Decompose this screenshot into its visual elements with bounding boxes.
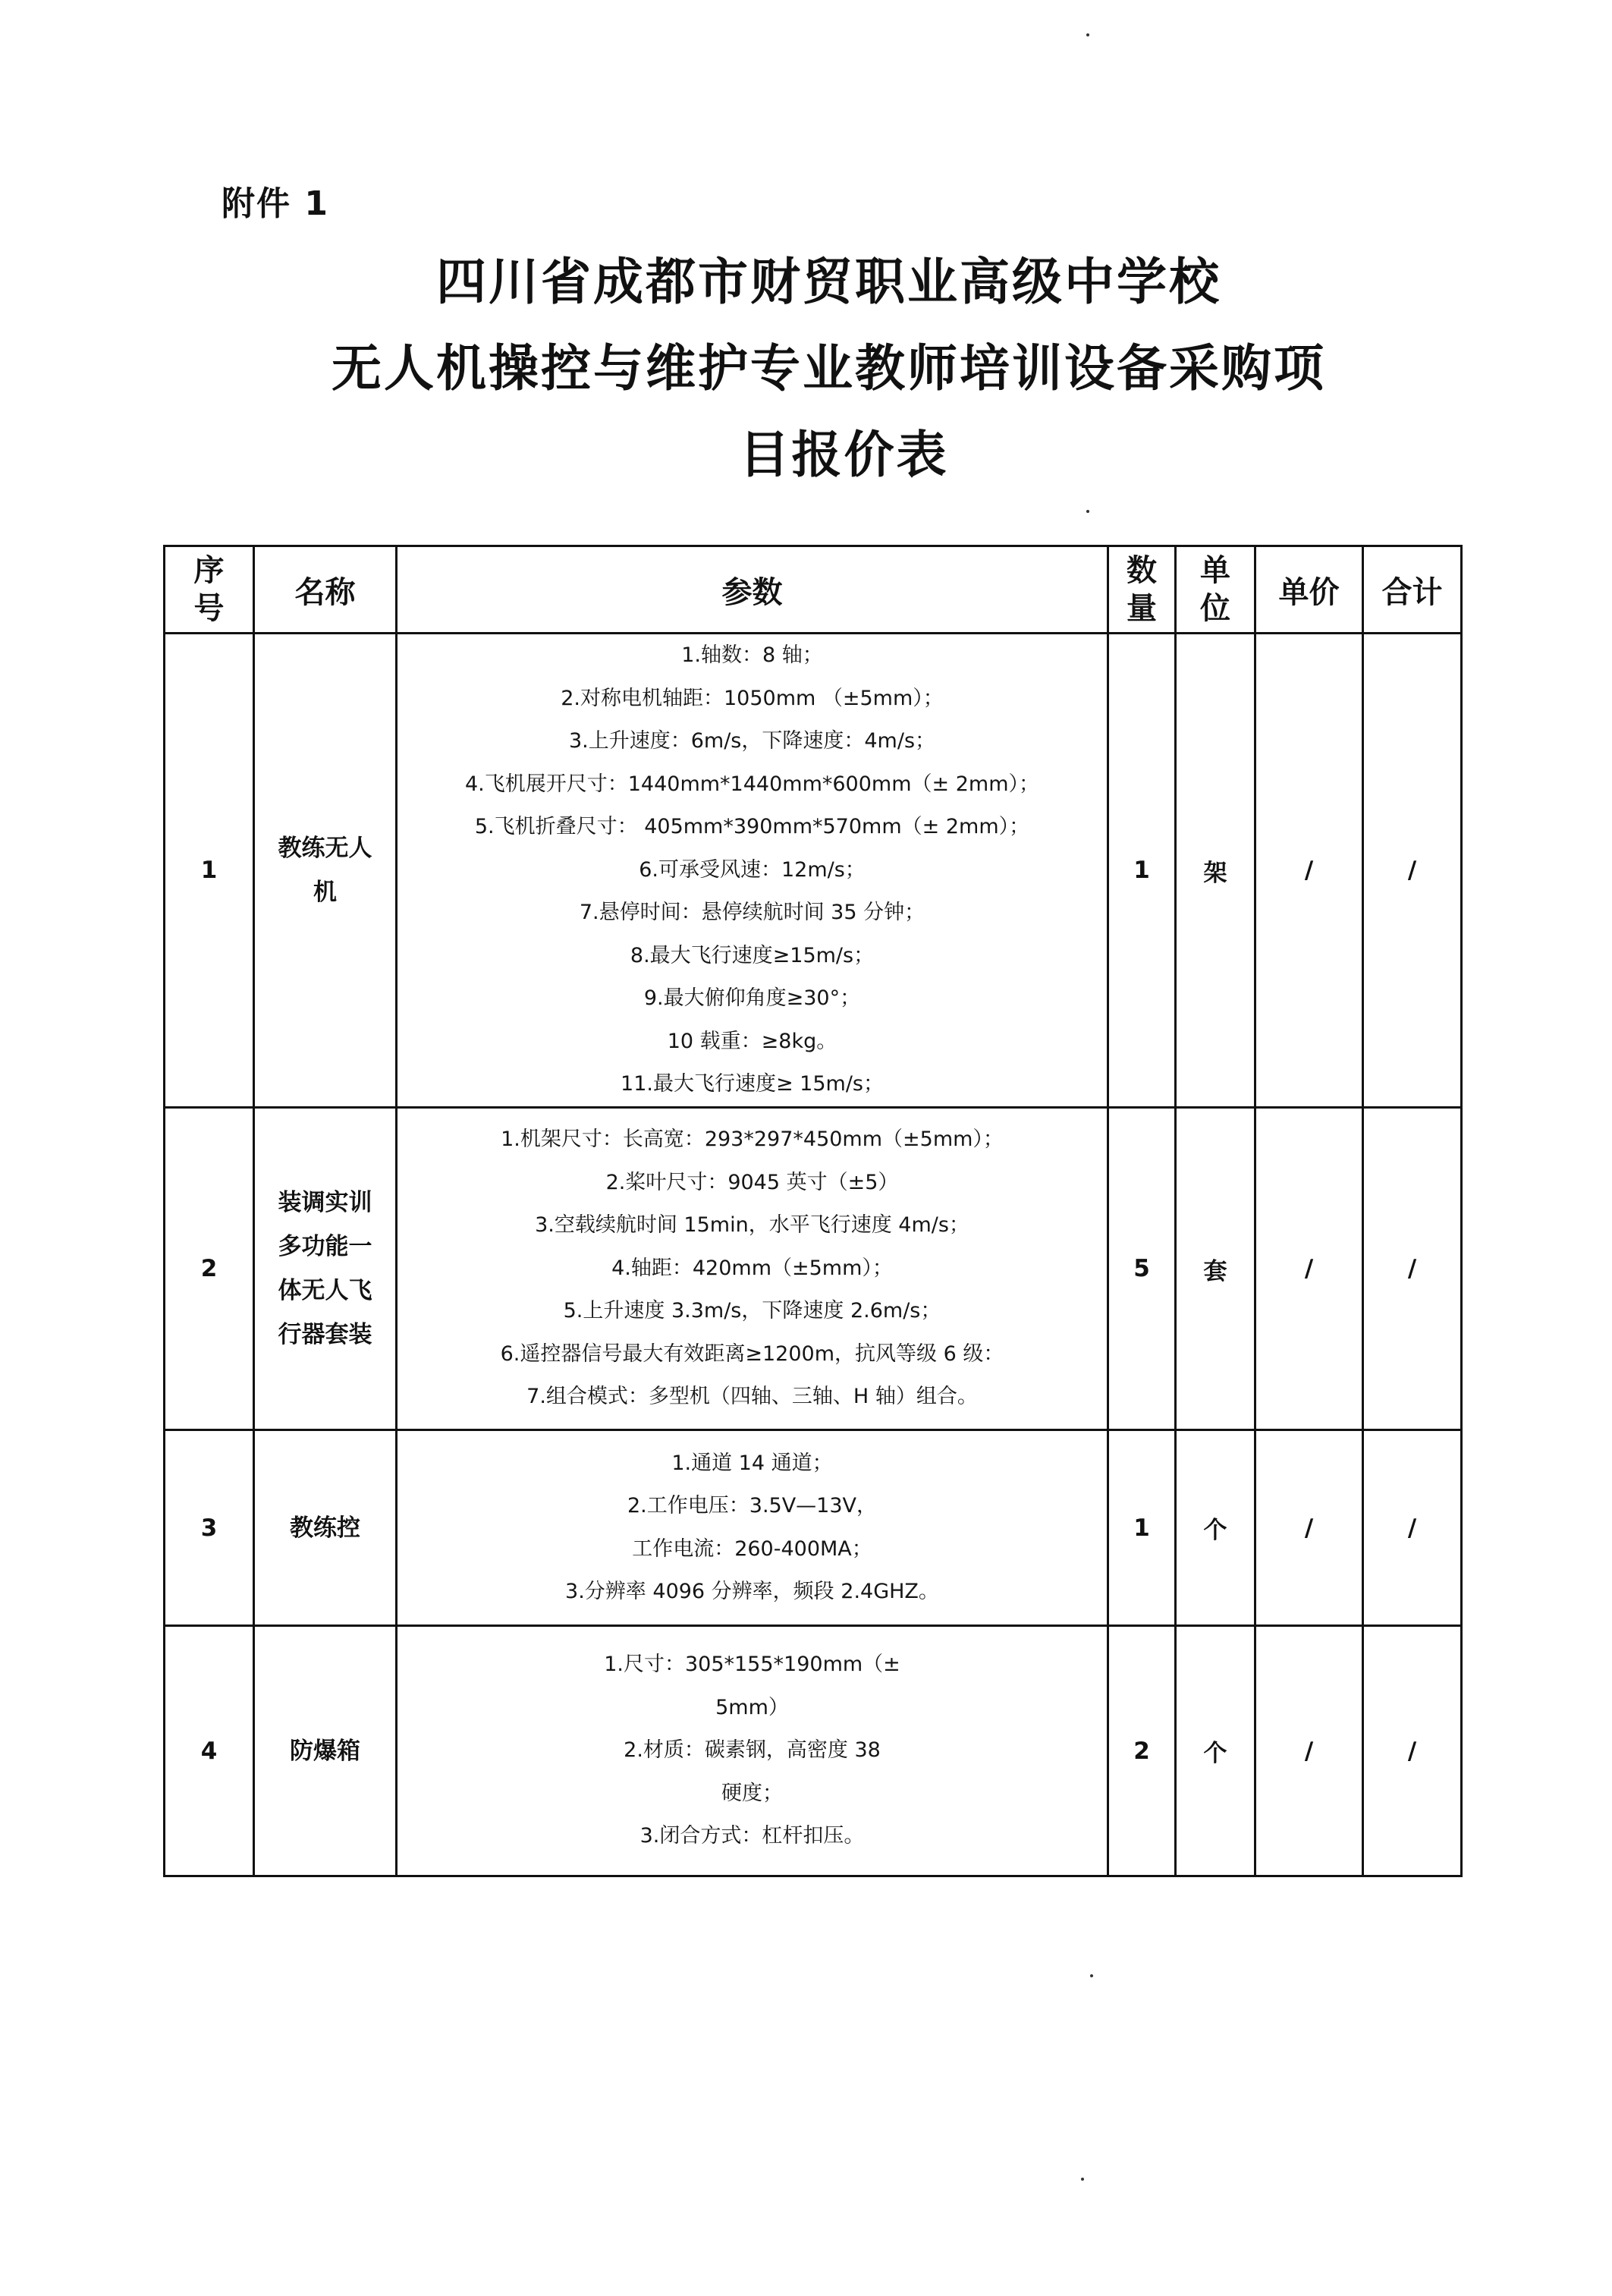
scan-dot (1086, 33, 1089, 36)
row-quantity: 1 (1108, 634, 1176, 1108)
row-params (397, 1626, 1108, 1876)
row-name-text: 装调实训多功能一体无人飞行器套装 (278, 1189, 372, 1348)
row-unit: 个 (1176, 1430, 1255, 1626)
row-quantity: 2 (1108, 1626, 1176, 1876)
row-index: 2 (165, 1108, 254, 1430)
param-line: 3.上升速度：6m/s，下降速度：4m/s； (568, 729, 936, 753)
row-unit: 套 (1176, 1108, 1255, 1430)
param-line: 1.通道 14 通道； (671, 1451, 833, 1475)
param-line: 9.最大俯仰角度≥30°； (643, 986, 861, 1011)
param-line: 硬度； (721, 1781, 783, 1805)
row-name-text: 教练控 (290, 1514, 360, 1542)
param-line: 1.机架尺寸：长高宽：293*297*450mm（±5mm）； (501, 1128, 1004, 1152)
table-row (165, 1108, 1462, 1430)
param-line: 4.轴距：420mm（±5mm）； (611, 1256, 893, 1280)
row-unit-price: / (1255, 634, 1363, 1108)
table-body (165, 634, 1462, 1876)
param-line: 6.可承受风速：12m/s； (639, 857, 866, 882)
attachment-label: 附件 1 (222, 184, 329, 223)
header-unit: 单 位 (1176, 546, 1255, 634)
row-params (397, 1430, 1108, 1626)
header-name: 名称 (254, 546, 397, 634)
header-params: 参数 (397, 546, 1108, 634)
row-index: 3 (165, 1430, 254, 1626)
row-quantity: 1 (1108, 1430, 1176, 1626)
param-line: 5.上升速度 3.3m/s，下降速度 2.6m/s； (563, 1299, 941, 1323)
param-line: 3.闭合方式：杠杆扣压。 (639, 1824, 865, 1848)
param-line: 6.遥控器信号最大有效距离≥1200m，抗风等级 6 级： (500, 1341, 1004, 1366)
param-line: 11.最大飞行速度≥ 15m/s； (621, 1072, 884, 1096)
param-line: 1.尺寸：305*155*190mm（± (604, 1653, 900, 1677)
param-line: 2.桨叶尺寸：9045 英寸（±5） (605, 1170, 899, 1194)
row-name (254, 1108, 397, 1430)
row-index: 4 (165, 1626, 254, 1876)
param-line: 1.轴数：8 轴； (681, 643, 823, 668)
table-row (165, 1626, 1462, 1876)
scan-dot (1081, 2178, 1084, 2181)
row-unit-price: / (1255, 1108, 1363, 1430)
quote-table (163, 545, 1463, 1877)
param-line: 2.工作电压：3.5V—13V， (627, 1494, 877, 1518)
param-line: 2.材质：碳素钢，高密度 38 (624, 1738, 881, 1763)
param-line: 8.最大飞行速度≥15m/s； (630, 943, 875, 967)
param-line: 7.悬停时间：悬停续航时间 35 分钟； (579, 901, 925, 925)
row-index: 1 (165, 634, 254, 1108)
title-line-1: 四川省成都市财贸职业高级中学校 (436, 253, 1221, 311)
row-params (397, 1108, 1108, 1430)
row-unit: 个 (1176, 1626, 1255, 1876)
row-total: / (1363, 634, 1462, 1108)
scan-dot (1090, 1974, 1093, 1977)
param-line: 2.对称电机轴距：1050mm （±5mm）； (561, 686, 944, 710)
param-line: 5.飞机折叠尺寸： 405mm*390mm*570mm（± 2mm）； (474, 815, 1030, 839)
title-line-2: 无人机操控与维护专业教师培训设备采购项 (332, 339, 1326, 398)
table-row (165, 1430, 1462, 1626)
row-params (397, 634, 1108, 1108)
header-unit-price: 单价 (1255, 546, 1363, 634)
row-name (254, 1430, 397, 1626)
param-line: 4.飞机展开尺寸：1440mm*1440mm*600mm（± 2mm）； (464, 772, 1039, 796)
header-total: 合计 (1363, 546, 1462, 634)
row-total: / (1363, 1626, 1462, 1876)
row-unit-price: / (1255, 1626, 1363, 1876)
row-name (254, 634, 397, 1108)
table-row (165, 634, 1462, 1108)
header-index: 序 号 (165, 546, 254, 634)
row-quantity: 5 (1108, 1108, 1176, 1430)
param-line: 10 载重：≥8kg。 (667, 1029, 837, 1053)
row-name (254, 1626, 397, 1876)
param-line: 工作电流：260-400MA； (632, 1536, 872, 1561)
title-line-3: 目报价表 (739, 426, 949, 484)
param-line: 5mm） (715, 1695, 789, 1719)
row-total: / (1363, 1108, 1462, 1430)
param-line: 3.分辨率 4096 分辨率，频段 2.4GHZ。 (565, 1580, 939, 1603)
header-quantity: 数 量 (1108, 546, 1176, 634)
row-name-text: 教练无人机 (278, 835, 372, 906)
row-total: / (1363, 1430, 1462, 1626)
row-unit: 架 (1176, 634, 1255, 1108)
row-name-text: 防爆箱 (290, 1737, 360, 1765)
scan-dot (1086, 510, 1089, 513)
table-header-row (165, 546, 1462, 634)
param-line: 7.组合模式：多型机（四轴、三轴、H 轴）组合。 (526, 1385, 978, 1409)
row-unit-price: / (1255, 1430, 1363, 1626)
param-line: 3.空载续航时间 15min，水平飞行速度 4m/s； (535, 1213, 969, 1238)
